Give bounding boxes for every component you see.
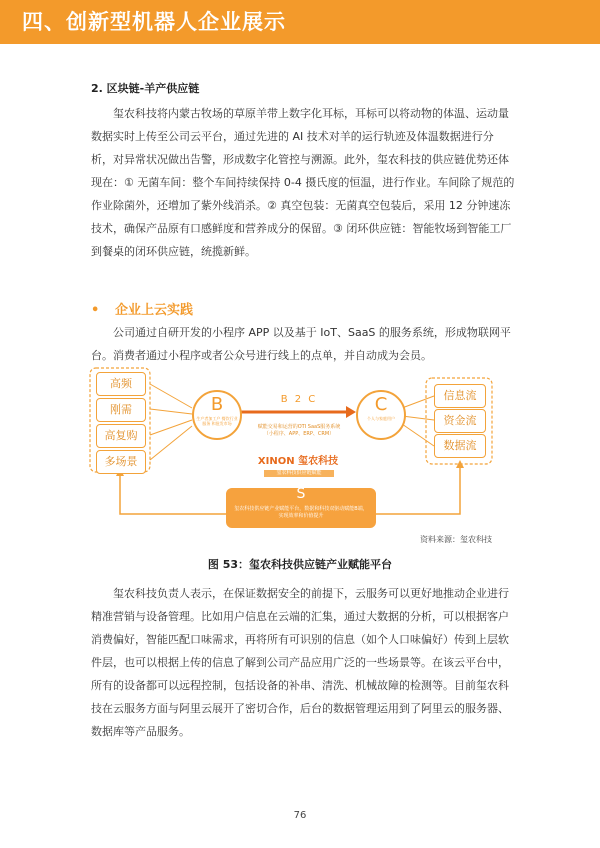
- s-text: 玺农科技供应链产业赋能平台，数据和科技双驱动赋能B端，实现效率和价值提升: [234, 506, 368, 519]
- page-title: 四、创新型机器人企业展示: [22, 10, 286, 34]
- left-item: 刚需: [96, 398, 146, 422]
- paragraph-cloud: [91, 321, 515, 367]
- paragraph-cloud-service-text: 玺农科技负责人表示，在保证数据安全的前提下，云服务可以更好地推动企业进行精准营销与设备管理。比如用户信息在云端的汇集，通过大数据的分析，可以根据客户消费偏好，智能匹配口味需求，再将所有可识别的信息（如个人口味偏好）传到上层软件层，也可以根据上传的信息了解到公司产品应用广泛的一些场景等。在该云平台中，所有的设备都可以远程控制，包括设备的补串、清洗、机械故障的检测等。目前玺农科技在云服务方面与阿里云展开了密切合作，后台的数据管理运用到了阿里云的服务器、数据库等产品服务。: [91, 587, 509, 738]
- s-letter: S: [296, 486, 306, 502]
- figure-source: 资料来源：玺农科技: [420, 535, 492, 544]
- right-item: 数据流: [434, 434, 486, 458]
- mid-text: 赋能交易和运营的OTI SaaS服务系统（小程序、APP、ERP、CRM）: [257, 424, 341, 437]
- right-item: 信息流: [434, 384, 486, 408]
- c-circle: [356, 390, 406, 440]
- company-logo: XINON 玺农科技: [257, 456, 339, 467]
- figure-caption: 图 53：玺农科技供应链产业赋能平台: [207, 558, 393, 571]
- logo-subtitle: 玺农科技供应链赋能: [264, 470, 334, 477]
- b-circle: [192, 390, 242, 440]
- paragraph-blockchain-text: 玺农科技将内蒙古牧场的草原羊带上数字化耳标，耳标可以将动物的体温、运动量数据实时上传至公司云平台，通过先进的 AI 技术对羊的运行轨迹及体温数据进行分析，对异常状况做出告警，形成数字化管控与溯源。此外，玺农科技的供应链优势还体现在：① 无菌车间：整个车间持续保持 0-4 摄氏度的恒温，进行作业。车间除了规范的作业除菌外，还增加了紫外线消杀。② 真空包装：无菌真空包装后，采用 12 分钟速冻技术，确保产品原有口感鲜度和营养成分的保留。③ 闭环供应链：智能牧场到智能工厂到餐桌的闭环供应链，统揽新鲜。: [91, 107, 515, 258]
- header-banner: [0, 0, 600, 44]
- supply-chain-diagram: [88, 364, 512, 529]
- bullet-heading-text: 企业上云实践: [115, 303, 194, 318]
- paragraph-cloud-service: [91, 582, 515, 743]
- b2c-label: B 2 C: [280, 394, 318, 405]
- c-text: 个人与家庭用户: [367, 416, 395, 421]
- b-text: 生产者加工户 餐饮行业服务 和批发市场: [196, 416, 238, 426]
- bullet-dot: •: [91, 303, 100, 318]
- left-item: 高频: [96, 372, 146, 396]
- c-letter: C: [374, 394, 388, 415]
- section-heading: 2. 区块链-羊产供应链: [91, 82, 200, 95]
- paragraph-blockchain: [91, 102, 515, 263]
- left-item: 高复购: [96, 424, 146, 448]
- page-number: 76: [293, 810, 307, 821]
- b-letter: B: [210, 394, 224, 415]
- left-item: 多场景: [96, 450, 146, 474]
- s-platform-box: [226, 488, 376, 528]
- bullet-heading: [91, 299, 193, 318]
- right-item: 资金流: [434, 409, 486, 433]
- paragraph-cloud-text: 公司通过自研开发的小程序 APP 以及基于 IoT、SaaS 的服务系统，形成物联网平台。消费者通过小程序或者公众号进行线上的点单，并自动成为会员。: [91, 326, 511, 362]
